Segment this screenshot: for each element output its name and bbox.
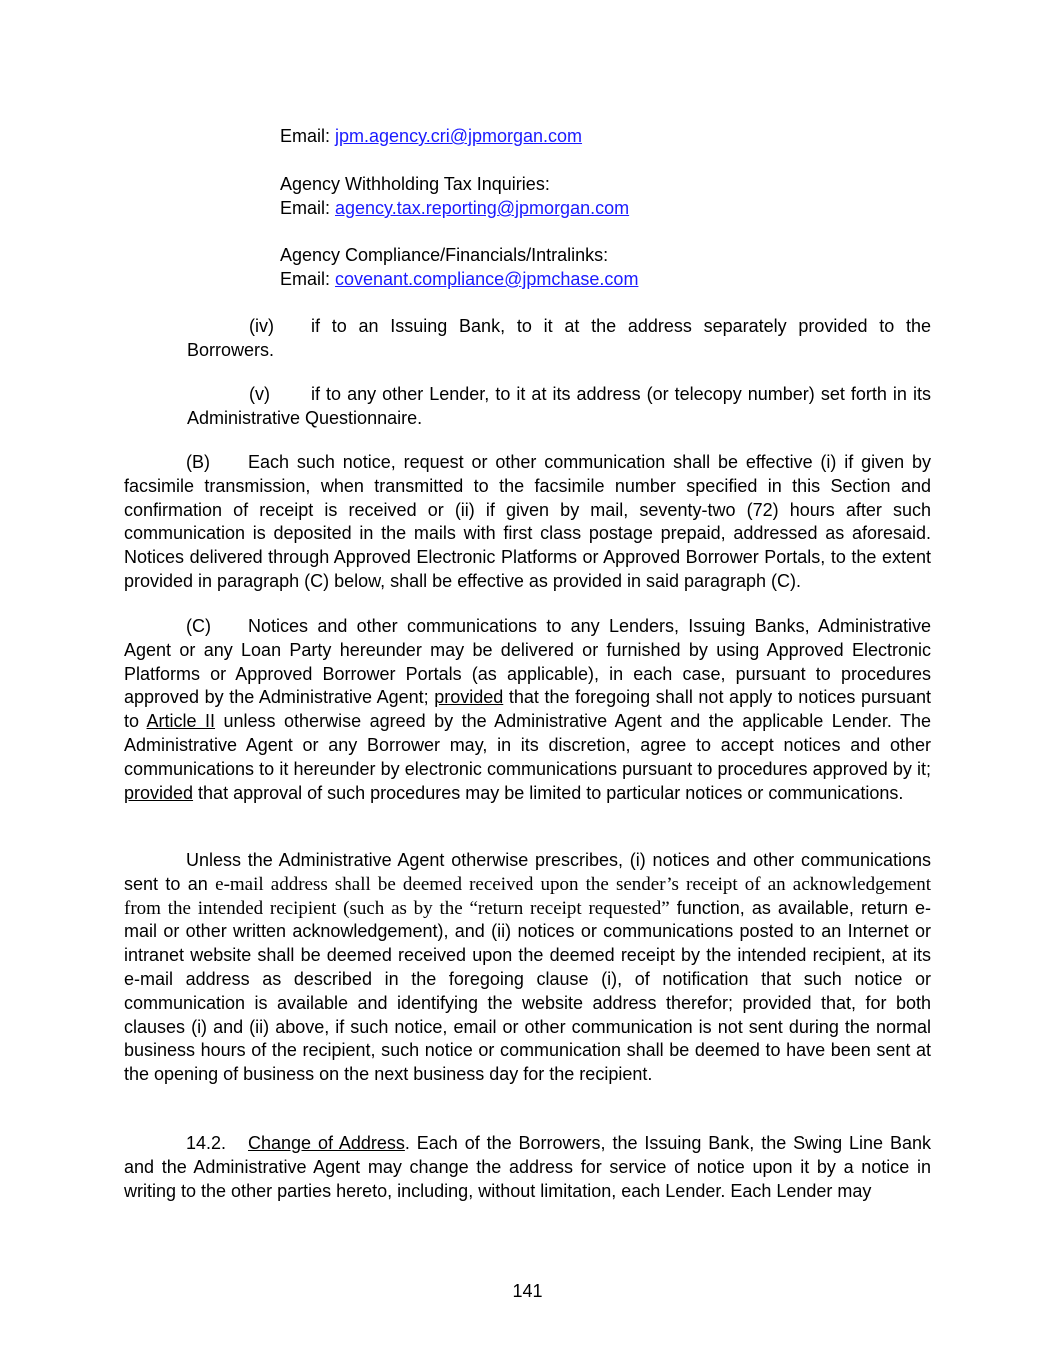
item-v [187, 383, 931, 431]
paragraph-c-text: Notices and other communications to any Lenders, Issuing Banks, Administrative Agent or any Loan Party hereunder may be delivered or furnished by using Approved Electronic Platforms or Approved Borrower Portals (as applicable), in each case, pursuant to procedures approved by the Administrative Agent; [124, 616, 931, 708]
email-label: Email: [280, 126, 336, 146]
tax-inquiries-heading: Agency Withholding Tax Inquiries: [280, 174, 550, 194]
paragraph-unless-text: Unless the Administrative Agent otherwise prescribes, (i) notices and other communications sent to an [124, 850, 931, 894]
item-iv-number: (iv) [249, 316, 274, 336]
paragraph-unless-serif-text: e-mail address shall be deemed received upon the sender’s receipt of an acknowledgement from the intended recipient (such as by the “return receipt requested” [124, 873, 932, 919]
email-link-covenant-compliance[interactable]: covenant.compliance@jpmchase.com [335, 269, 639, 289]
tax-inquiries-block [280, 172, 629, 220]
paragraph-c-text: unless otherwise agreed by the Administrative Agent and the applicable Lender. The Administrative Agent or any Borrower may, in its discretion, agree to accept notices and other communications to it hereunder by electronic communications pursuant to procedures approved by it; [124, 711, 931, 779]
section-number: 14.2. [186, 1133, 227, 1153]
email-label: Email: [280, 269, 336, 289]
compliance-block [280, 243, 638, 291]
paragraph-c [124, 615, 931, 805]
email-link-agency-cri[interactable]: jpm.agency.cri@jpmorgan.com [335, 126, 583, 146]
email-link-tax-reporting[interactable]: agency.tax.reporting@jpmorgan.com [335, 198, 630, 218]
item-iv-text: if to an Issuing Bank, to it at the address separately provided to the Borrowers. [187, 316, 931, 360]
paragraph-c-text: that the foregoing shall not apply to notices pursuant to [124, 687, 931, 732]
item-v-text: if to any other Lender, to it at its address (or telecopy number) set forth in its Administrative Questionnaire. [187, 384, 931, 428]
paragraph-b [124, 451, 931, 594]
item-v-number: (v) [249, 384, 270, 404]
section-text: . Each of the Borrowers, the Issuing Bank, the Swing Line Bank and the Administrative Agent may change the address for service of notice upon it by a notice in writing to the other parties hereto, including, without limitation, each Lender. Each Lender may [124, 1133, 931, 1201]
paragraph-unless-text: function, as available, return e-mail or other written acknowledgement), and (ii) notices or communications posted to an Internet or intranet website shall be deemed received upon the deemed receipt by the intended recipient, at its e-mail address as described in the foregoing clause (i), of notification that such notice or communication is available and identifying the website address therefor; provided that, for both clauses (i) and (ii) above, if such notice, email or other communication is not sent during the normal business hours of the recipient, such notice or communication shall be deemed to have been sent at the opening of business on the next business day for the recipient. [124, 897, 931, 1085]
email-label: Email: [280, 198, 336, 218]
provided-underlined: provided [124, 782, 194, 803]
provided-underlined: provided [434, 687, 504, 708]
section-14-2 [124, 1132, 931, 1203]
paragraph-c-number: (C) [186, 616, 211, 636]
article-ii-reference: Article II [146, 711, 216, 732]
paragraph-b-number: (B) [186, 452, 210, 472]
item-iv [187, 315, 931, 363]
compliance-heading: Agency Compliance/Financials/Intralinks: [280, 245, 609, 265]
email-block-1 [280, 124, 582, 148]
paragraph-b-text: Each such notice, request or other communication shall be effective (i) if given by facsimile transmission, when transmitted to the facsimile number specified in this Section and confirmation of receipt is received or (ii) if given by mail, seventy-two (72) hours after such communication is deposited in the mails with first class postage prepaid, addressed as aforesaid. Notices delivered through Approved Electronic Platforms or Approved Borrower Portals, to the extent provided in paragraph (C) below, shall be effective as provided in said paragraph (C). [124, 452, 931, 591]
page-number: 141 [512, 1281, 543, 1301]
paragraph-unless [124, 849, 931, 1087]
section-heading: Change of Address [248, 1133, 405, 1153]
paragraph-c-text: that approval of such procedures may be limited to particular notices or communications. [193, 782, 904, 803]
